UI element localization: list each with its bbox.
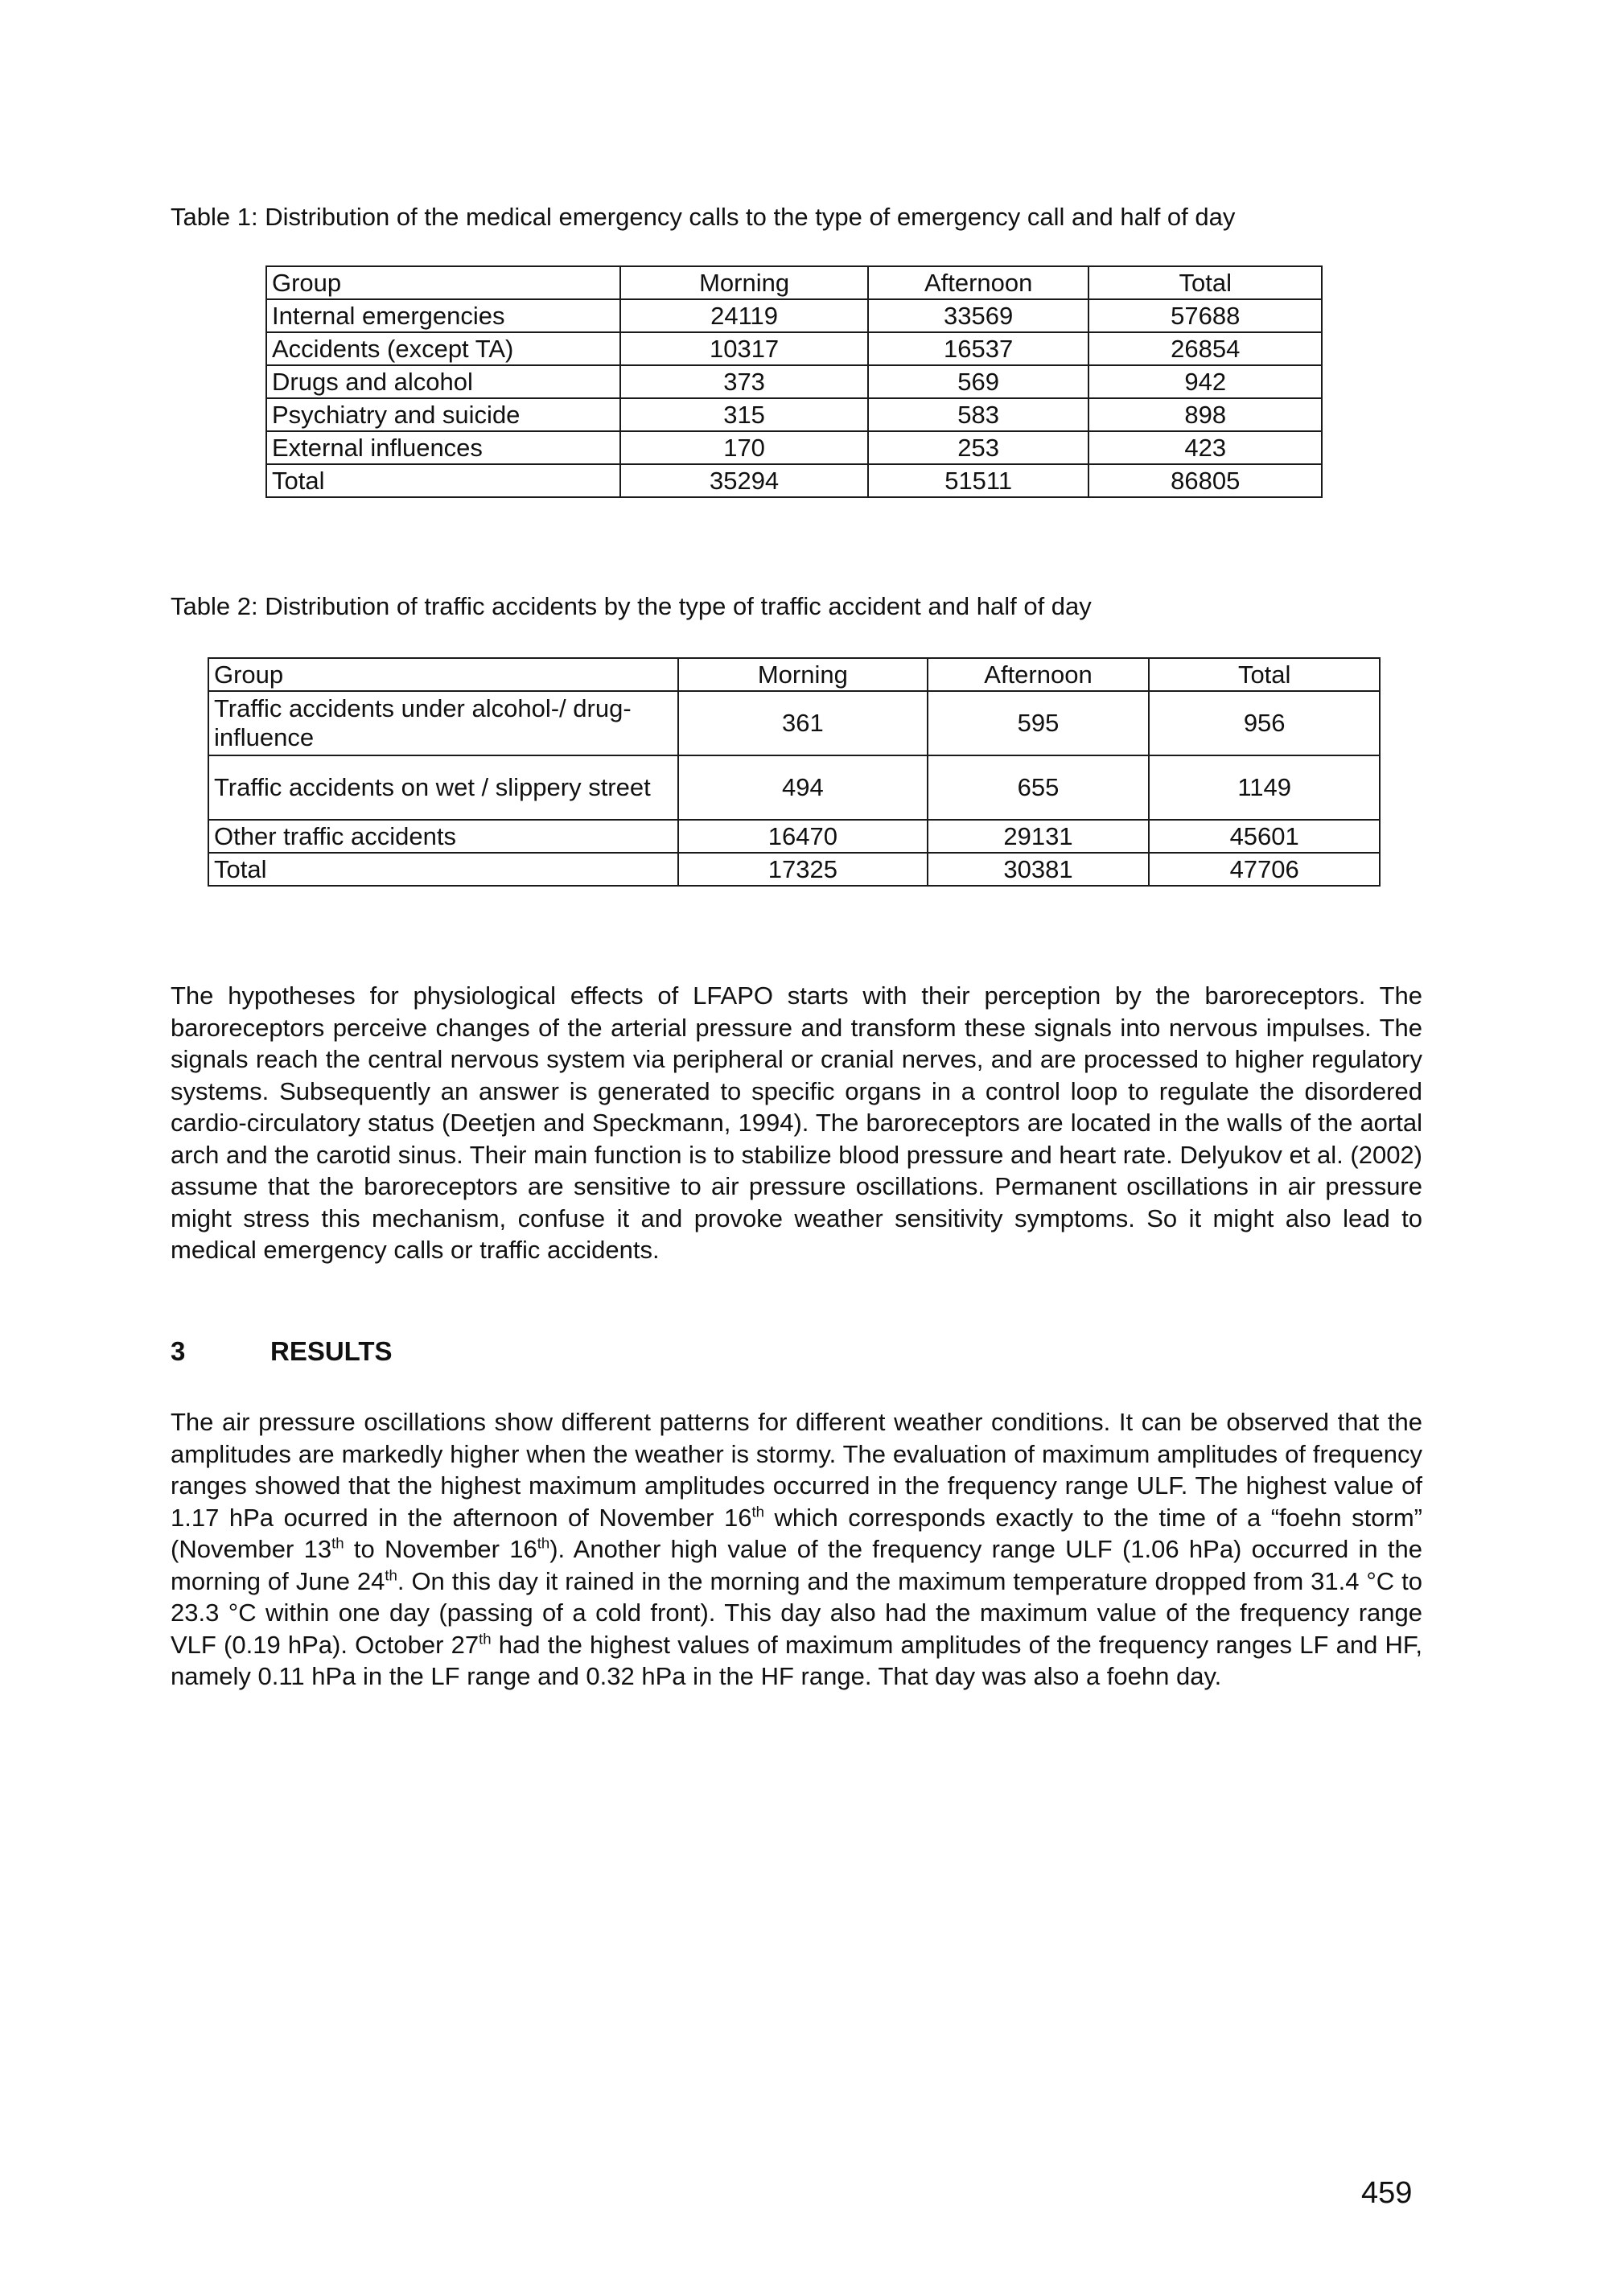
cell-total: 45601 bbox=[1149, 820, 1380, 853]
row-label: Total bbox=[208, 853, 678, 886]
header-cell-total: Total bbox=[1088, 266, 1322, 299]
superscript: th bbox=[331, 1534, 344, 1552]
text-run: ). Another high value of the frequency range ULF (1.06 hPa) occurred in the morning of June 24 bbox=[171, 1535, 1422, 1595]
cell-afternoon: 253 bbox=[868, 431, 1089, 464]
cell-afternoon: 51511 bbox=[868, 464, 1089, 497]
cell-morning: 170 bbox=[620, 431, 868, 464]
text-run: The air pressure oscillations show different patterns for different weather conditions. It can be observed that the amplitudes are markedly higher when the weather is stormy. The evaluation of maximum amplitudes of frequency ranges showed that the highest maximum amplitudes occurred in the frequency range ULF. The highest value of 1.17 hPa ocurred in the afternoon of November 16 bbox=[171, 1408, 1422, 1532]
cell-morning: 315 bbox=[620, 398, 868, 431]
table-total-row bbox=[266, 464, 1322, 497]
superscript: th bbox=[751, 1503, 764, 1520]
cell-morning: 10317 bbox=[620, 332, 868, 365]
section-title: RESULTS bbox=[270, 1336, 393, 1366]
cell-afternoon: 30381 bbox=[928, 853, 1150, 886]
page-number: 459 bbox=[1361, 2176, 1413, 2210]
table-row bbox=[266, 332, 1322, 365]
text-run: which corresponds exactly to the time of a “foehn storm” (November 13 bbox=[171, 1503, 1422, 1563]
cell-afternoon: 655 bbox=[928, 755, 1150, 820]
table2-traffic-accidents bbox=[208, 657, 1381, 887]
row-label: Psychiatry and suicide bbox=[266, 398, 620, 431]
text-run: . On this day it rained in the morning and the maximum temperature dropped from 31.4 °C to 23.3 °C within one day (passing of a cold front). This day also had the maximum value of the frequency range VLF (0.19 hPa). October 27 bbox=[171, 1566, 1422, 1659]
header-cell-group: Group bbox=[208, 658, 678, 691]
table-row bbox=[208, 755, 1380, 820]
cell-morning: 361 bbox=[678, 691, 928, 755]
cell-morning: 373 bbox=[620, 365, 868, 398]
cell-afternoon: 33569 bbox=[868, 299, 1089, 332]
cell-total: 86805 bbox=[1088, 464, 1322, 497]
cell-afternoon: 569 bbox=[868, 365, 1089, 398]
row-label: Traffic accidents under alcohol-/ drug-influence bbox=[208, 691, 678, 755]
row-label: Drugs and alcohol bbox=[266, 365, 620, 398]
cell-total: 47706 bbox=[1149, 853, 1380, 886]
table-row bbox=[208, 691, 1380, 755]
section-heading-results bbox=[171, 1335, 393, 1368]
paragraph-results bbox=[171, 1406, 1422, 1693]
header-cell-morning: Morning bbox=[620, 266, 868, 299]
superscript: th bbox=[537, 1534, 550, 1552]
cell-morning: 17325 bbox=[678, 853, 928, 886]
cell-morning: 494 bbox=[678, 755, 928, 820]
table-row bbox=[208, 820, 1380, 853]
cell-afternoon: 29131 bbox=[928, 820, 1150, 853]
cell-morning: 24119 bbox=[620, 299, 868, 332]
row-label: Accidents (except TA) bbox=[266, 332, 620, 365]
table-row bbox=[266, 365, 1322, 398]
cell-afternoon: 16537 bbox=[868, 332, 1089, 365]
text-run: to November 16 bbox=[344, 1535, 537, 1563]
cell-total: 956 bbox=[1149, 691, 1380, 755]
table2-caption: Table 2: Distribution of traffic accidents by the type of traffic accident and half of day bbox=[171, 592, 1092, 620]
header-cell-group: Group bbox=[266, 266, 620, 299]
superscript: th bbox=[385, 1566, 397, 1584]
header-cell-afternoon: Afternoon bbox=[868, 266, 1089, 299]
row-label: Traffic accidents on wet / slippery street bbox=[208, 755, 678, 820]
cell-morning: 16470 bbox=[678, 820, 928, 853]
text-run: had the highest values of maximum amplitudes of the frequency ranges LF and HF, namely 0.11 hPa in the LF range and 0.32 hPa in the HF range. That day was also a foehn day. bbox=[171, 1630, 1422, 1690]
row-label: Internal emergencies bbox=[266, 299, 620, 332]
section-number: 3 bbox=[171, 1336, 186, 1366]
row-label: Total bbox=[266, 464, 620, 497]
cell-afternoon: 595 bbox=[928, 691, 1150, 755]
cell-total: 1149 bbox=[1149, 755, 1380, 820]
header-cell-morning: Morning bbox=[678, 658, 928, 691]
cell-total: 423 bbox=[1088, 431, 1322, 464]
table-header-row bbox=[208, 658, 1380, 691]
table-row bbox=[266, 299, 1322, 332]
table1-emergency-calls bbox=[265, 265, 1323, 498]
cell-total: 942 bbox=[1088, 365, 1322, 398]
table-total-row bbox=[208, 853, 1380, 886]
table1-caption: Table 1: Distribution of the medical emergency calls to the type of emergency call and half of day bbox=[171, 203, 1236, 231]
table-row bbox=[266, 398, 1322, 431]
cell-afternoon: 583 bbox=[868, 398, 1089, 431]
cell-total: 898 bbox=[1088, 398, 1322, 431]
cell-morning: 35294 bbox=[620, 464, 868, 497]
cell-total: 57688 bbox=[1088, 299, 1322, 332]
header-cell-afternoon: Afternoon bbox=[928, 658, 1150, 691]
superscript: th bbox=[479, 1630, 492, 1648]
row-label: Other traffic accidents bbox=[208, 820, 678, 853]
row-label: External influences bbox=[266, 431, 620, 464]
paragraph-baroreceptors: The hypotheses for physiological effects of LFAPO starts with their perception by the baroreceptors. The baroreceptors perceive changes of the arterial pressure and transform these signals into nervous impulses. The signals reach the central nervous system via peripheral or cranial nerves, and are processed to higher regulatory systems. Subsequently an answer is generated to specific organs in a control loop to regulate the disordered cardio-circulatory status (Deetjen and Speckmann, 1994). The baroreceptors are located in the walls of the aortal arch and the carotid sinus. Their main function is to stabilize blood pressure and heart rate. Delyukov et al. (2002) assume that the baroreceptors are sensitive to air pressure oscillations. Permanent oscillations in air pressure might stress this mechanism, confuse it and provoke weather sensitivity symptoms. So it might also lead to medical emergency calls or traffic accidents. bbox=[171, 981, 1422, 1264]
table-row bbox=[266, 431, 1322, 464]
table-header-row bbox=[266, 266, 1322, 299]
header-cell-total: Total bbox=[1149, 658, 1380, 691]
cell-total: 26854 bbox=[1088, 332, 1322, 365]
